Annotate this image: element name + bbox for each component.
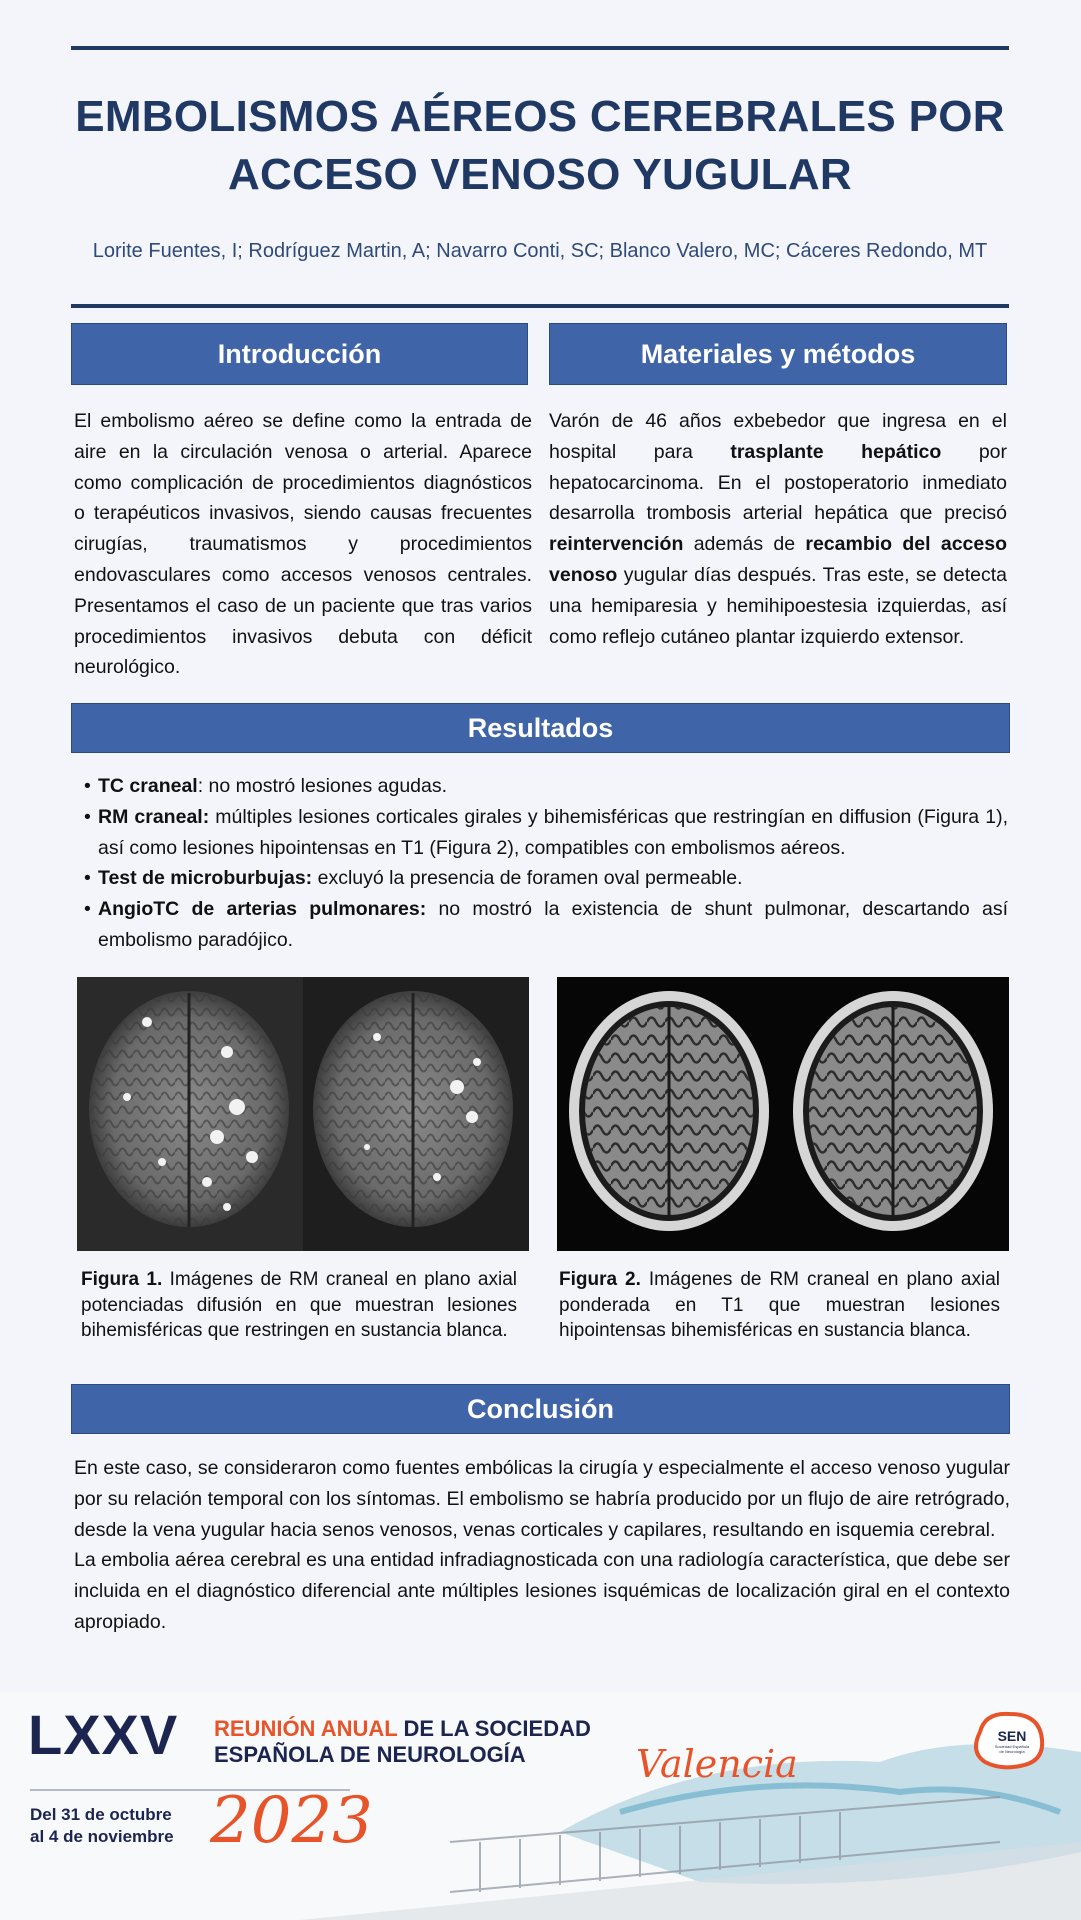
figure-1-caption-text: Imágenes de RM craneal en plano axial potenciadas difusión en que muestran lesiones bihemisféricas que restringen en sustancia blanca. [81, 1269, 517, 1341]
meeting-name-rest: DE LA SOCIEDAD [397, 1716, 591, 1741]
title-line-2: ACCESO VENOSO YUGULAR [227, 150, 853, 199]
methods-bold-reintervention: reintervención [549, 533, 684, 556]
conclusion-text [74, 1453, 1010, 1638]
conclusion-heading: Conclusión [71, 1384, 1010, 1434]
authors: Lorite Fuentes, I; Rodríguez Martin, A; Navarro Conti, SC; Blanco Valero, MC; Cáceres Redondo, MT [92, 240, 988, 262]
methods-text-part: además de [683, 533, 806, 556]
dates-line-2: al 4 de noviembre [30, 1827, 174, 1846]
list-item-label: AngioTC de arterias pulmonares: [98, 898, 427, 921]
list-item-text: : no mostró lesiones agudas. [197, 775, 448, 797]
conference-footer [0, 1692, 1081, 1920]
title-line-1: EMBOLISMOS AÉREOS CEREBRALES POR [75, 92, 1005, 141]
edition-number: LXXV [28, 1703, 179, 1766]
sen-logo [990, 1728, 1034, 1754]
event-dates [30, 1804, 174, 1848]
conclusion-paragraph-2: La embolia aérea cerebral es una entidad infradiagnosticada con una radiología característica, que debe ser incluida en el diagnóstico diferencial ante múltiples lesiones isquémicas de localización giral en el contexto apropiado. [74, 1549, 1010, 1633]
list-item-text: múltiples lesiones corticales girales y bihemisféricas que restringían en diffusion (Figura 1), así como lesiones hipointensas en T1 (Figura 2), compatibles con embolismos aéreos. [98, 805, 1008, 859]
figure-1-image [77, 977, 529, 1251]
poster-title [71, 88, 1009, 204]
mri-t1-illustration [557, 977, 1009, 1251]
list-item-label: RM craneal: [98, 805, 210, 828]
figure-2-label: Figura 2. [559, 1269, 641, 1290]
event-year: 2023 [210, 1784, 373, 1858]
mri-dwi-illustration [77, 977, 529, 1251]
dates-line-1: Del 31 de octubre [30, 1805, 172, 1824]
meeting-name-line-2: ESPAÑOLA DE NEUROLOGÍA [214, 1742, 526, 1767]
figure-2-caption-text: Imágenes de RM craneal en plano axial ponderada en T1 que muestran lesiones hipointensas bihemisféricas en sustancia blanca. [559, 1269, 1000, 1341]
conclusion-paragraph-1: En este caso, se consideraron como fuentes embólicas la cirugía y especialmente el acceso venoso yugular por su relación temporal con los síntomas. El embolismo se habría producido por un flujo de aire retrógrado, desde la vena yugular hacia senos venosos, venas corticales y capilares, resultando en isquemia cerebral. [74, 1457, 1010, 1541]
header-rule [71, 304, 1009, 308]
figure-2-image [557, 977, 1009, 1251]
list-item-text: excluyó la presencia de foramen oval permeable. [312, 867, 743, 890]
methods-bold-access: recambio del acceso venoso [549, 533, 1007, 586]
methods-text [549, 406, 1007, 652]
methods-text-part: yugular días después. Tras este, se detecta una hemiparesia y hemihipoestesia izquierdas, así como reflejo cutáneo plantar izquierdo extensor. [549, 563, 1007, 648]
city-name: Valencia [636, 1742, 798, 1786]
list-item [84, 771, 1008, 802]
methods-text-part: por hepatocarcinoma. En el postoperatorio inmediato desarrolla trombosis arterial hepática que precisó [549, 440, 1008, 525]
intro-text: El embolismo aéreo se define como la entrada de aire en la circulación venosa o arterial. Aparece como complicación de procedimientos diagnósticos o terapéuticos invasivos, siendo causas frecuentes cirugías, traumatismos y procedimientos endovasculares como accesos venosos centrales. Presentamos el caso de un paciente que tras varios procedimientos invasivos debuta con déficit neurológico. [74, 410, 532, 679]
list-item-label: TC craneal [98, 775, 198, 797]
meeting-name [214, 1716, 591, 1768]
methods-heading: Materiales y métodos [549, 323, 1007, 385]
meeting-name-accent: REUNIÓN ANUAL [214, 1716, 398, 1741]
sen-logo-sub-2: de Neurología [999, 1749, 1025, 1754]
top-rule [71, 46, 1009, 50]
methods-text-part: Varón de 46 años exbebedor que ingresa en el hospital para [549, 410, 1007, 463]
list-item-label: Test de microburbujas: [98, 867, 313, 890]
methods-bold-transplant: trasplante hepático [730, 440, 942, 463]
intro-heading: Introducción [71, 323, 528, 385]
figure-1-label: Figura 1. [81, 1269, 163, 1290]
list-item [84, 863, 1008, 894]
list-item-text: no mostró la existencia de shunt pulmonar, descartando así embolismo paradójico. [98, 898, 1008, 951]
results-heading: Resultados [71, 703, 1010, 753]
list-item [84, 802, 1008, 864]
results-list [84, 771, 1008, 956]
figure-2-caption [559, 1267, 1000, 1344]
list-item [84, 894, 1008, 956]
sen-logo-text: SEN [997, 1728, 1027, 1744]
sen-logo-sub-1: Sociedad Española [994, 1744, 1030, 1749]
figure-1-caption [81, 1267, 517, 1344]
